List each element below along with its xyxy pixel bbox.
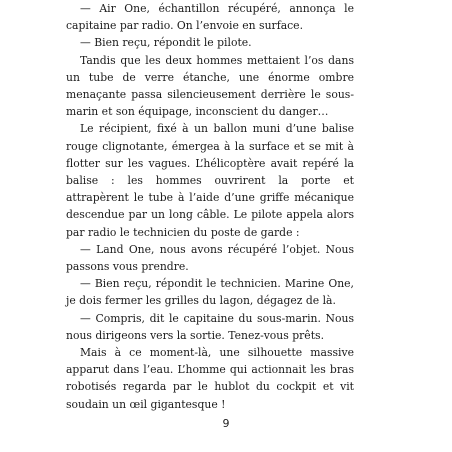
scale-cell	[400, 236, 415, 248]
scale-cell	[364, 381, 378, 395]
scale-cell	[378, 355, 393, 368]
scale-cell	[402, 393, 416, 405]
scale-cell	[437, 327, 452, 341]
scale-cell	[362, 406, 376, 417]
scale-cell	[394, 329, 407, 343]
scale-cell	[446, 394, 452, 405]
scale-cell	[385, 289, 401, 304]
scale-cell	[424, 252, 437, 264]
scale-cell	[436, 251, 450, 262]
scale-cell	[409, 303, 423, 317]
scale-cell	[422, 223, 435, 236]
scale-cell	[406, 354, 421, 368]
scale-cell	[182, 433, 196, 448]
scale-cell	[424, 328, 437, 342]
scale-cell	[400, 444, 415, 452]
scale-cell	[444, 316, 452, 329]
scale-cell	[397, 370, 412, 382]
scale-cell	[415, 396, 429, 407]
scale-cell	[429, 291, 442, 302]
scale-cell	[406, 329, 421, 344]
scale-cell	[205, 447, 219, 452]
scale-cell	[437, 225, 451, 237]
scale-cell	[448, 238, 452, 252]
scale-cell	[430, 368, 443, 381]
scale-cell	[405, 250, 421, 262]
scale-cell	[423, 357, 439, 369]
paragraph: Tandis que les deux hommes mettaient l’os dans un tube de verre étanche, une énorme ombre menaçante passa silencieusement derrière le sous-marin et son équipage, inconscient du danger…	[66, 53, 354, 119]
scale-cell	[416, 264, 431, 277]
scale-cell	[423, 434, 439, 447]
scale-cell	[370, 368, 386, 379]
scale-cell	[429, 394, 445, 408]
scale-cell	[362, 252, 375, 264]
scale-cell	[417, 344, 431, 355]
scale-cell	[437, 301, 452, 315]
paragraph: — Compris, dit le capitaine du sous-marin. Nous nous dirigeons vers la sortie. Tenez-vous prêts.	[66, 311, 354, 342]
page-number: 9	[222, 417, 230, 430]
scale-cell	[369, 318, 383, 330]
scale-cell	[347, 434, 362, 447]
body-text	[66, 0, 354, 413]
scale-cell	[371, 395, 386, 406]
scale-cell	[376, 222, 392, 237]
paragraph: — Bien reçu, répondit le technicien. Marine One, je dois fermer les grilles du lagon, dégagez de là.	[66, 277, 354, 308]
scale-cell	[272, 435, 288, 446]
scale-cell	[364, 329, 378, 340]
scale-cell	[213, 432, 227, 443]
paragraph: — Bien reçu, répondit le pilote.	[80, 36, 252, 50]
scale-cell	[377, 275, 391, 289]
scale-cell	[303, 433, 317, 447]
scale-cell	[371, 236, 385, 248]
scale-cell	[443, 368, 452, 381]
scale-cell	[391, 251, 405, 265]
scale-cell	[222, 445, 236, 452]
scale-cell	[368, 291, 384, 303]
scale-cell	[399, 315, 413, 327]
scale-cell	[423, 382, 436, 394]
paragraph: — Land One, nous avons récupéré l’objet. Nous passons vous prendre.	[66, 242, 354, 274]
scale-cell	[356, 236, 369, 249]
paragraph: Mais à ce moment-là, une silhouette massive apparut dans l’eau. L’homme qui actionnait les bras robotisés regarda par le hublot du cockpit et vit soudain un œil gigantesque !	[66, 346, 354, 411]
scale-cell	[377, 435, 390, 447]
scale-cell	[229, 432, 242, 443]
scale-cell	[248, 445, 262, 452]
paragraph: Le récipient, fixé à un ballon muni d’une balise rouge clignotante, émergea à la surface et se mit à flotter sur les vagues. L’hélicoptère avait repéré la balise : les hommes ouvrirent la porte et attrapèrent le tube à l’aide d’une griffe mécanique descendue par un long câble. Le pilote appela alors par radio le technicien du poste de garde :	[66, 122, 354, 239]
scale-cell	[364, 222, 377, 237]
paragraph: — Air One, échantillon récupéré, annonça le capitaine par radio. On l’envoie en surface.	[66, 2, 354, 33]
scale-cell	[408, 224, 423, 236]
scale-cell	[384, 369, 398, 383]
scale-cell	[428, 236, 444, 247]
scale-cell	[323, 448, 337, 452]
scale-cell	[394, 222, 408, 235]
scale-cell	[354, 342, 369, 353]
scale-cell	[437, 275, 452, 288]
scale-cell	[361, 275, 377, 287]
